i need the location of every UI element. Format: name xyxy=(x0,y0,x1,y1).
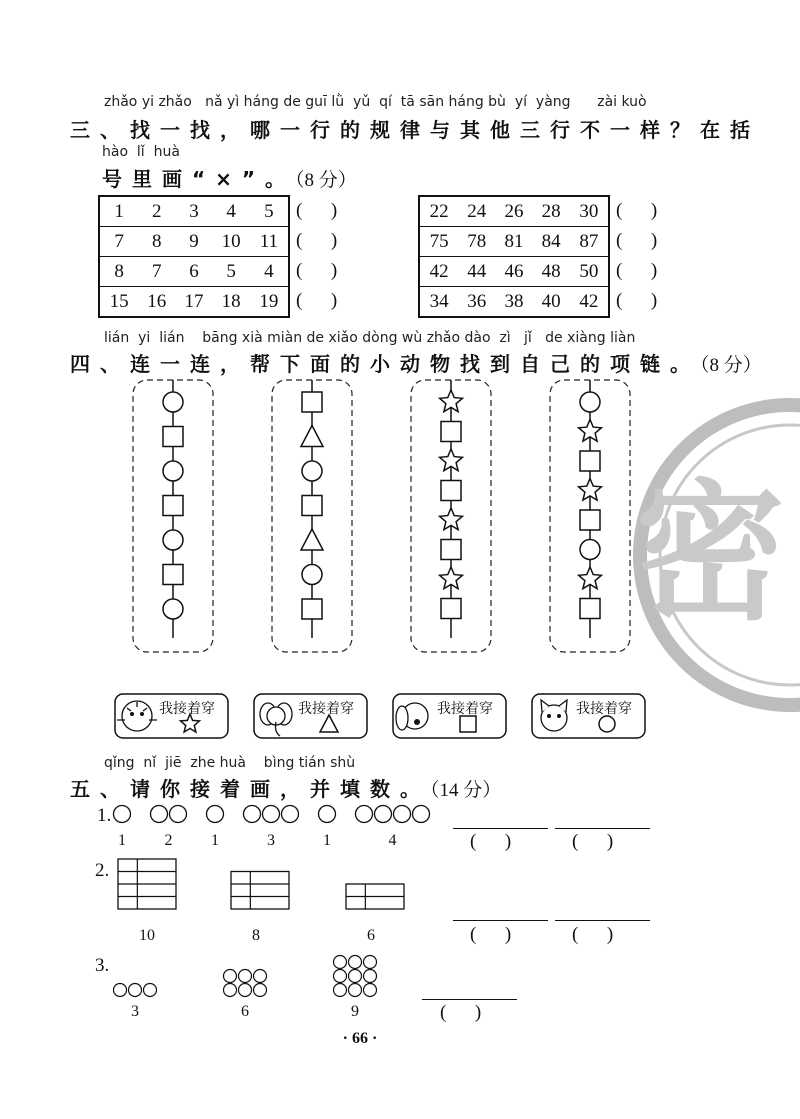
animal-tag-label: 我接着穿 xyxy=(576,701,632,717)
bead-circle xyxy=(580,540,600,560)
question-3-count: 9 xyxy=(351,1003,359,1020)
table-row xyxy=(99,196,289,227)
table-cell: 26 xyxy=(504,200,524,222)
page-number: · 66 · xyxy=(342,1030,378,1047)
dog-icon xyxy=(396,703,428,730)
cell-grid xyxy=(346,884,404,909)
answer-paren[interactable]: ( ) xyxy=(296,230,338,251)
question-1-count: 1 xyxy=(323,832,331,849)
answer-paren[interactable]: ( ) xyxy=(440,1002,482,1023)
question-1-count: 3 xyxy=(267,832,275,849)
animal-tag-label: 我接着穿 xyxy=(437,701,493,717)
section5-pinyin: qǐng nǐ jiē zhe huà bìng tián shù xyxy=(104,755,356,771)
pattern-table-left xyxy=(98,195,290,318)
table-cell: 30 xyxy=(579,200,599,222)
bead-circle xyxy=(302,565,322,585)
watermark-seal xyxy=(615,390,800,720)
question-2-count: 6 xyxy=(367,927,375,944)
table-cell: 42 xyxy=(570,287,609,318)
answer-paren[interactable]: ( ) xyxy=(470,924,512,945)
answer-paren[interactable]: ( ) xyxy=(296,290,338,311)
answer-paren[interactable]: ( ) xyxy=(296,200,338,221)
bead-square xyxy=(580,510,600,530)
table-cell: 5 xyxy=(213,257,250,287)
table-cell: 28 xyxy=(541,200,561,222)
answer-paren[interactable]: ( ) xyxy=(572,924,614,945)
table-cell: 7 xyxy=(138,257,175,287)
table-cell: 75 xyxy=(419,227,458,257)
answer-paren[interactable]: ( ) xyxy=(616,290,658,311)
table-cell: 36 xyxy=(458,287,495,318)
counting-circle xyxy=(224,970,237,983)
section3-pinyin-2: hào lǐ huà xyxy=(102,144,180,160)
counting-circle xyxy=(334,970,347,983)
counting-circle xyxy=(170,806,187,823)
question-1-count: 4 xyxy=(388,832,397,849)
answer-paren[interactable]: ( ) xyxy=(616,230,658,251)
bead-square xyxy=(163,427,183,447)
answer-parens-left xyxy=(296,197,337,317)
table-row xyxy=(419,196,609,227)
counting-circle xyxy=(413,806,430,823)
table-cell: 81 xyxy=(495,227,532,257)
bead-circle xyxy=(163,461,183,481)
bead-triangle xyxy=(301,426,323,447)
counting-circle xyxy=(375,806,392,823)
table-cell: 84 xyxy=(533,227,570,257)
section3-title-line1: 三、找一找，哪一行的规律与其他三行不一样？在括 xyxy=(70,118,760,142)
counting-circle xyxy=(244,806,261,823)
section5-points: （14 分） xyxy=(430,780,502,801)
counting-circle xyxy=(239,970,252,983)
table-cell: 1 xyxy=(114,200,124,222)
counting-circle xyxy=(129,984,142,997)
question-2-grids xyxy=(110,855,430,925)
pattern-table-right xyxy=(418,195,610,318)
answer-line[interactable] xyxy=(555,828,650,829)
counting-circle xyxy=(239,984,252,997)
table-row xyxy=(99,257,289,287)
bead-square xyxy=(302,599,322,619)
counting-circle xyxy=(349,984,362,997)
bead-square xyxy=(441,540,461,560)
answer-paren[interactable]: ( ) xyxy=(616,200,658,221)
answer-line[interactable] xyxy=(422,999,517,1000)
question-3-circles xyxy=(110,950,400,1000)
counting-circle xyxy=(254,984,267,997)
watermark-text: 密 xyxy=(635,467,786,641)
bead-square xyxy=(580,599,600,619)
counting-circle xyxy=(263,806,280,823)
counting-circle xyxy=(364,956,377,969)
answer-line[interactable] xyxy=(453,920,548,921)
counting-circle xyxy=(334,984,347,997)
counting-circle xyxy=(364,984,377,997)
bead-square xyxy=(163,496,183,516)
table-cell: 46 xyxy=(495,257,532,287)
table-cell: 44 xyxy=(458,257,495,287)
table-row xyxy=(419,287,609,318)
section4-title: 四、连一连，帮下面的小动物找到自己的项链。 xyxy=(70,352,700,376)
answer-paren[interactable]: ( ) xyxy=(296,260,338,281)
table-cell: 19 xyxy=(250,287,289,318)
cell-grid xyxy=(231,872,289,910)
table-row xyxy=(99,227,289,257)
bead-square xyxy=(302,496,322,516)
question-1-count: 1 xyxy=(211,832,219,849)
bead-square xyxy=(163,565,183,585)
bead-square xyxy=(580,451,600,471)
counting-circle xyxy=(282,806,299,823)
counting-circle xyxy=(319,806,336,823)
table-cell: 50 xyxy=(570,257,609,287)
answer-paren[interactable]: ( ) xyxy=(470,831,512,852)
question-3-label: 3. xyxy=(95,955,110,976)
answer-line[interactable] xyxy=(555,920,650,921)
cell-grid xyxy=(118,859,176,909)
animal-tag-label: 我接着穿 xyxy=(298,701,354,717)
counting-circle xyxy=(349,970,362,983)
counting-circle xyxy=(394,806,411,823)
question-1-label: 1. xyxy=(97,805,112,826)
question-3-count: 3 xyxy=(131,1003,139,1020)
table-cell: 78 xyxy=(458,227,495,257)
question-1-count: 2 xyxy=(164,832,173,849)
animal-tag-label: 我接着穿 xyxy=(159,701,215,717)
counting-circle xyxy=(224,984,237,997)
table-cell: 18 xyxy=(213,287,250,318)
answer-line[interactable] xyxy=(453,828,548,829)
table-cell: 7 xyxy=(99,227,138,257)
section3-points: （8 分） xyxy=(295,170,357,191)
question-1-count: 1 xyxy=(118,832,126,849)
table-cell: 38 xyxy=(495,287,532,318)
table-cell: 40 xyxy=(533,287,570,318)
counting-circle xyxy=(114,806,131,823)
bead-circle xyxy=(580,392,600,412)
question-1-circles xyxy=(110,800,460,830)
section4-pinyin: lián yi lián bāng xià miàn de xiǎo dòng wù zhǎo dào zì jǐ de xiàng liàn xyxy=(104,330,636,346)
bead-circle xyxy=(302,461,322,481)
counting-circle xyxy=(349,956,362,969)
bead-circle xyxy=(163,530,183,550)
counting-circle xyxy=(364,970,377,983)
table-cell: 48 xyxy=(533,257,570,287)
table-cell: 10 xyxy=(213,227,250,257)
table-row xyxy=(99,287,289,318)
section5-title: 五、请你接着画，并填数。 xyxy=(70,777,430,801)
table-cell: 42 xyxy=(419,257,458,287)
table-cell: 5 xyxy=(264,200,274,222)
question-3-count: 6 xyxy=(241,1003,249,1020)
counting-circle xyxy=(254,970,267,983)
question-2-count: 8 xyxy=(252,927,260,944)
table-cell: 34 xyxy=(419,287,458,318)
table-cell: 87 xyxy=(570,227,609,257)
table-cell: 8 xyxy=(99,257,138,287)
table-row xyxy=(419,257,609,287)
table-cell: 6 xyxy=(175,257,212,287)
bead-square xyxy=(441,422,461,442)
table-cell: 8 xyxy=(138,227,175,257)
counting-circle xyxy=(207,806,224,823)
bead-circle xyxy=(163,392,183,412)
question-2-label: 2. xyxy=(95,860,110,881)
counting-circle xyxy=(114,984,127,997)
counting-circle xyxy=(144,984,157,997)
counting-circle xyxy=(334,956,347,969)
table-cell: 22 xyxy=(429,200,449,222)
bead-square xyxy=(441,481,461,501)
cat-icon xyxy=(541,700,567,731)
target-circle-icon xyxy=(599,716,615,732)
section3-title-line2: 号里画“×”。 xyxy=(102,167,296,191)
counting-circle xyxy=(151,806,168,823)
table-cell: 2 xyxy=(152,200,162,222)
necklaces xyxy=(0,370,640,660)
bead-square xyxy=(302,392,322,412)
question-2-count: 10 xyxy=(139,927,155,944)
table-cell: 15 xyxy=(99,287,138,318)
bead-circle xyxy=(163,599,183,619)
table-cell: 3 xyxy=(189,200,199,222)
table-cell: 17 xyxy=(175,287,212,318)
bead-square xyxy=(441,599,461,619)
table-cell: 9 xyxy=(175,227,212,257)
counting-circle xyxy=(356,806,373,823)
answer-paren[interactable]: ( ) xyxy=(572,831,614,852)
table-cell: 24 xyxy=(467,200,487,222)
section3-pinyin-1: zhǎo yi zhǎo nǎ yì háng de guī lǜ yǔ qí tā sān háng bù yí yàng zài kuò xyxy=(104,94,647,110)
table-row xyxy=(419,227,609,257)
bead-triangle xyxy=(301,529,323,550)
answer-parens-right xyxy=(616,197,657,317)
table-cell: 4 xyxy=(226,200,236,222)
answer-paren[interactable]: ( ) xyxy=(616,260,658,281)
table-cell: 16 xyxy=(138,287,175,318)
section4-points: （8 分） xyxy=(700,355,762,376)
target-square-icon xyxy=(460,716,476,732)
table-cell: 4 xyxy=(250,257,289,287)
table-cell: 11 xyxy=(250,227,289,257)
